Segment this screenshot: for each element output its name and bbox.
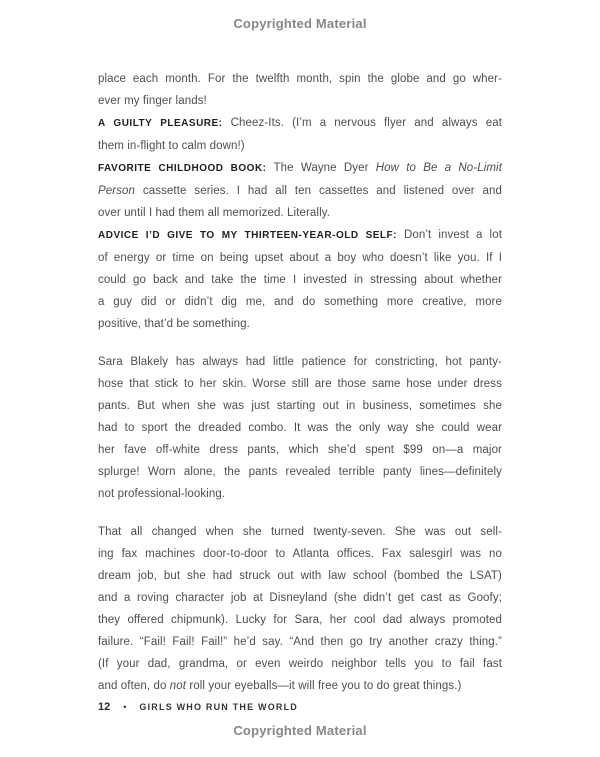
text-line bbox=[98, 90, 502, 112]
text-line bbox=[98, 587, 502, 609]
text-segment: Person bbox=[98, 185, 136, 197]
text-paragraph bbox=[98, 68, 502, 335]
text-segment: How to Be a No-Limit bbox=[375, 162, 502, 174]
text-line bbox=[98, 291, 502, 313]
text-line bbox=[98, 439, 502, 461]
text-segment: of energy or time on being upset about a boy who doesn’t like you. If I bbox=[98, 252, 502, 264]
text-segment: pants. But when she was just starting out in business, sometimes she bbox=[98, 400, 502, 412]
text-segment: positive, that’d be something. bbox=[98, 318, 250, 330]
text-line bbox=[98, 351, 502, 373]
text-line bbox=[98, 675, 502, 697]
text-segment: ing fax machines door-to-door to Atlanta offices. Fax salesgirl was no bbox=[98, 548, 502, 560]
text-line bbox=[98, 483, 502, 505]
text-segment: The Wayne Dyer bbox=[266, 162, 376, 174]
footer-separator-bullet: • bbox=[123, 702, 127, 712]
text-line bbox=[98, 68, 502, 90]
text-segment: splurge! Worn alone, the pants revealed terrible panty lines—definitely bbox=[98, 466, 502, 478]
copyright-notice-top: Copyrighted Material bbox=[233, 16, 367, 31]
text-segment: (If your dad, grandma, or even weirdo neighbor tells you to fail fast bbox=[98, 658, 502, 670]
page-number: 12 bbox=[98, 701, 111, 713]
text-segment: and a roving character job at Disneyland (she didn’t get cast as Goofy; bbox=[98, 592, 502, 604]
text-paragraph bbox=[98, 351, 502, 505]
text-segment: they offered chipmunk). Lucky for Sara, her cool dad always promoted bbox=[98, 614, 502, 626]
text-line bbox=[98, 521, 502, 543]
page-footer bbox=[98, 701, 298, 713]
text-segment: her fave off-white dress pants, which she’d spent $99 on—a major bbox=[98, 444, 502, 456]
text-segment: dream job, but she had struck out with law school (bombed the LSAT) bbox=[98, 570, 502, 582]
text-segment: hose that stick to her skin. Worse still are those same hose under dress bbox=[98, 378, 502, 390]
text-line bbox=[98, 543, 502, 565]
text-line bbox=[98, 565, 502, 587]
text-line bbox=[98, 609, 502, 631]
text-segment: Cheez-Its. (I’m a nervous flyer and always eat bbox=[222, 117, 503, 129]
text-segment: place each month. For the twelfth month, spin the globe and go wher- bbox=[98, 73, 502, 85]
text-segment: and often, do bbox=[98, 680, 170, 692]
text-segment: Don’t invest a lot bbox=[396, 229, 502, 241]
text-segment: a guy did or didn’t dig me, and do something more creative, more bbox=[98, 296, 502, 308]
text-line bbox=[98, 313, 502, 335]
text-segment: failure. “Fail! Fail! Fail!” he’d say. “And then go try another crazy thing.” bbox=[98, 636, 502, 648]
text-line bbox=[98, 157, 502, 180]
text-segment: Sara Blakely has always had little patience for constricting, hot panty- bbox=[98, 356, 502, 368]
run-in-heading: FAVORITE CHILDHOOD BOOK: bbox=[98, 163, 267, 174]
run-in-heading: A GUILTY PLEASURE: bbox=[98, 118, 223, 129]
text-segment: not bbox=[169, 680, 187, 692]
text-paragraph bbox=[98, 521, 502, 697]
text-line bbox=[98, 180, 502, 202]
text-line bbox=[98, 112, 502, 135]
run-in-heading: ADVICE I’D GIVE TO MY THIRTEEN-YEAR-OLD SELF: bbox=[98, 230, 397, 241]
text-segment: ever my finger lands! bbox=[98, 95, 207, 107]
text-segment: them in-flight to calm down!) bbox=[98, 140, 245, 152]
text-line bbox=[98, 247, 502, 269]
text-line bbox=[98, 135, 502, 157]
page-body bbox=[98, 68, 502, 697]
text-segment: over until I had them all memorized. Literally. bbox=[98, 207, 331, 219]
text-segment: had to sport the dreaded combo. It was the only way she could wear bbox=[98, 422, 502, 434]
text-line bbox=[98, 653, 502, 675]
running-title: GIRLS WHO RUN THE WORLD bbox=[139, 702, 298, 712]
text-line bbox=[98, 269, 502, 291]
copyright-notice-bottom: Copyrighted Material bbox=[233, 723, 367, 738]
text-line bbox=[98, 373, 502, 395]
text-segment: cassette series. I had all ten cassettes and listened over and bbox=[135, 185, 502, 197]
text-segment: not professional-looking. bbox=[98, 488, 226, 500]
text-line bbox=[98, 224, 502, 247]
text-line bbox=[98, 631, 502, 653]
text-segment: could go back and take the time I invested in stressing about whether bbox=[98, 274, 502, 286]
text-line bbox=[98, 395, 502, 417]
text-segment: That all changed when she turned twenty-seven. She was out sell- bbox=[98, 526, 502, 538]
text-segment: roll your eyeballs—it will free you to do great things.) bbox=[186, 680, 462, 692]
text-line bbox=[98, 417, 502, 439]
text-line bbox=[98, 202, 502, 224]
text-line bbox=[98, 461, 502, 483]
